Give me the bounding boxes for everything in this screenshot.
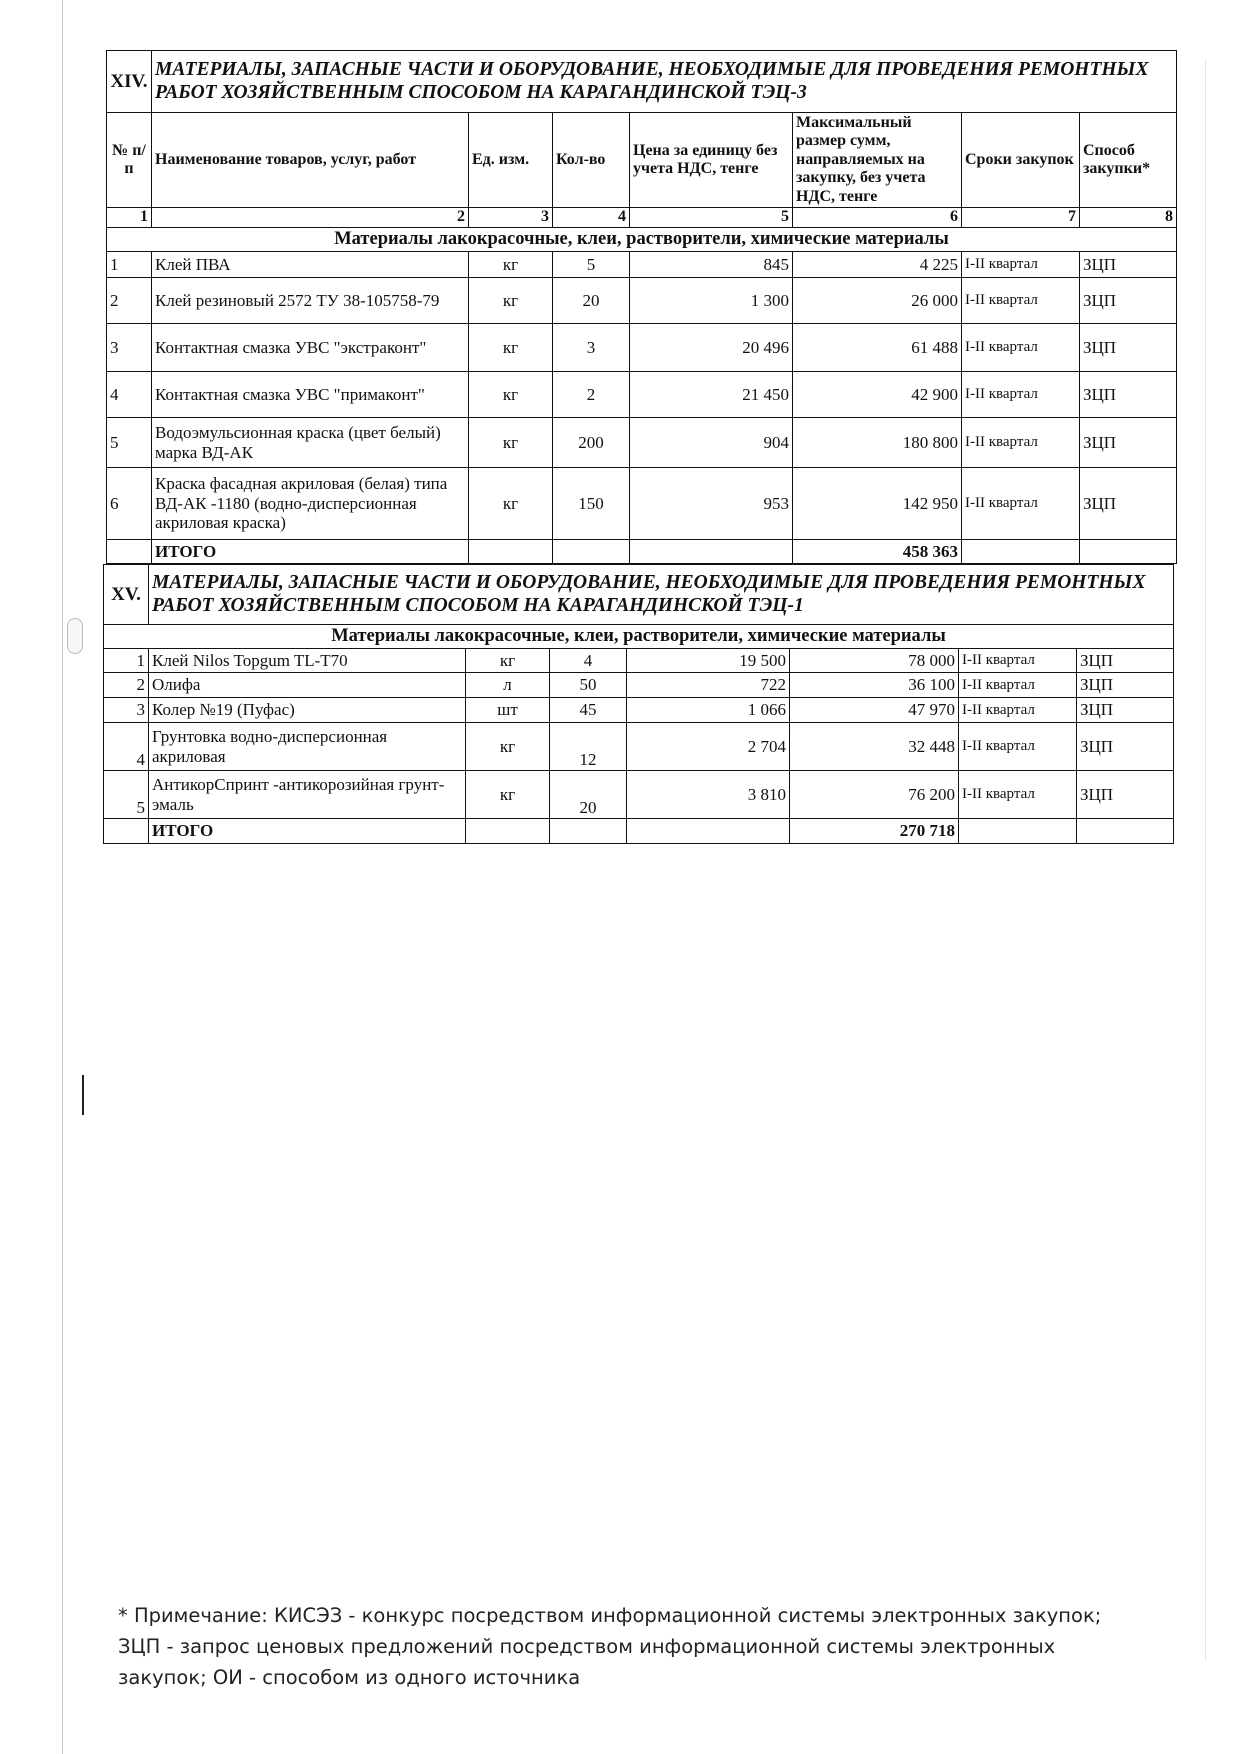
scan-edge-right: [1205, 60, 1206, 1660]
section-14-table: [106, 50, 1177, 564]
table-row: [107, 324, 1177, 372]
quantity: 3: [553, 324, 630, 372]
unit: кг: [469, 372, 553, 418]
table-row: [107, 252, 1177, 278]
row-number: 3: [104, 698, 149, 723]
unit-price: 845: [630, 252, 793, 278]
column-number: 4: [553, 207, 630, 227]
term: I-II квартал: [959, 649, 1077, 673]
header-cell: Сроки закупок: [962, 113, 1080, 208]
max-sum: 32 448: [790, 723, 959, 771]
unit-price: 1 300: [630, 278, 793, 324]
method: ЗЦП: [1077, 673, 1174, 698]
column-number: 7: [962, 207, 1080, 227]
method: ЗЦП: [1080, 278, 1177, 324]
header-cell: Цена за единицу без учета НДС, тенге: [630, 113, 793, 208]
column-number: 1: [107, 207, 152, 227]
row-number: 4: [104, 723, 149, 771]
row-number: 5: [104, 771, 149, 819]
max-sum: 76 200: [790, 771, 959, 819]
header-row: [107, 113, 1177, 208]
table-row: [107, 418, 1177, 468]
unit: кг: [469, 252, 553, 278]
item-name: Клей резиновый 2572 ТУ 38-105758-79: [152, 278, 469, 324]
total-sum: 270 718: [790, 819, 959, 844]
term: I-II квартал: [962, 324, 1080, 372]
term: I-II квартал: [962, 468, 1080, 540]
section-number: XIV.: [107, 51, 152, 113]
column-number: 6: [793, 207, 962, 227]
total-row: [104, 819, 1174, 844]
max-sum: 180 800: [793, 418, 962, 468]
method: ЗЦП: [1080, 468, 1177, 540]
table-row: [104, 771, 1174, 819]
quantity: 20: [553, 278, 630, 324]
unit-price: 953: [630, 468, 793, 540]
term: I-II квартал: [959, 723, 1077, 771]
margin-mark: [82, 1075, 84, 1115]
method: ЗЦП: [1077, 698, 1174, 723]
row-number: 1: [107, 252, 152, 278]
quantity: 150: [553, 468, 630, 540]
unit: кг: [469, 324, 553, 372]
max-sum: 26 000: [793, 278, 962, 324]
header-cell: Ед. изм.: [469, 113, 553, 208]
item-name: Контактная смазка УВС "экстраконт": [152, 324, 469, 372]
quantity: 50: [550, 673, 627, 698]
table-row: [104, 673, 1174, 698]
total-row: [107, 540, 1177, 564]
unit-price: 904: [630, 418, 793, 468]
row-number: 5: [107, 418, 152, 468]
table-row: [107, 278, 1177, 324]
total-sum: 458 363: [793, 540, 962, 564]
quantity: 200: [553, 418, 630, 468]
method: ЗЦП: [1080, 418, 1177, 468]
section-number: XV.: [104, 565, 149, 625]
row-number: 2: [107, 278, 152, 324]
quantity: 20: [550, 771, 627, 819]
subheader-row: [107, 227, 1177, 251]
max-sum: 36 100: [790, 673, 959, 698]
unit: кг: [469, 418, 553, 468]
header-cell: Максимальный размер сумм, направляемых на закупку, без учета НДС, тенге: [793, 113, 962, 208]
section-14-title-row: [107, 51, 1177, 113]
unit-price: 21 450: [630, 372, 793, 418]
max-sum: 61 488: [793, 324, 962, 372]
unit-price: 20 496: [630, 324, 793, 372]
quantity: 5: [553, 252, 630, 278]
method: ЗЦП: [1077, 723, 1174, 771]
punch-hole: [67, 618, 83, 654]
item-name: АнтикорСпринт -антикорозийная грунт-эмаль: [149, 771, 466, 819]
item-name: Контактная смазка УВС "примаконт": [152, 372, 469, 418]
max-sum: 47 970: [790, 698, 959, 723]
item-name: Водоэмульсионная краска (цвет белый) марка ВД-АК: [152, 418, 469, 468]
quantity: 4: [550, 649, 627, 673]
column-number: 8: [1080, 207, 1177, 227]
column-number: 5: [630, 207, 793, 227]
category-subheader: Материалы лакокрасочные, клеи, растворители, химические материалы: [104, 625, 1174, 649]
unit-price: 3 810: [627, 771, 790, 819]
section-title: МАТЕРИАЛЫ, ЗАПАСНЫЕ ЧАСТИ И ОБОРУДОВАНИЕ, НЕОБХОДИМЫЕ ДЛЯ ПРОВЕДЕНИЯ РЕМОНТНЫХ РАБОТ ХОЗЯЙСТВЕННЫМ СПОСОБОМ НА КАРАГАНДИНСКОЙ ТЭЦ-3: [152, 51, 1177, 113]
header-cell: Кол-во: [553, 113, 630, 208]
item-name: Колер №19 (Пуфас): [149, 698, 466, 723]
method: ЗЦП: [1080, 252, 1177, 278]
max-sum: 78 000: [790, 649, 959, 673]
term: I-II квартал: [959, 673, 1077, 698]
unit: кг: [466, 649, 550, 673]
method: ЗЦП: [1080, 324, 1177, 372]
method: ЗЦП: [1077, 771, 1174, 819]
total-label: ИТОГО: [152, 540, 469, 564]
method: ЗЦП: [1080, 372, 1177, 418]
term: I-II квартал: [962, 372, 1080, 418]
unit-price: 2 704: [627, 723, 790, 771]
row-number: 4: [107, 372, 152, 418]
unit-price: 19 500: [627, 649, 790, 673]
row-number: 6: [107, 468, 152, 540]
table-row: [107, 468, 1177, 540]
item-name: Олифа: [149, 673, 466, 698]
term: I-II квартал: [959, 698, 1077, 723]
table-row: [104, 723, 1174, 771]
header-cell: Наименование товаров, услуг, работ: [152, 113, 469, 208]
section-15-table: [103, 564, 1174, 844]
term: I-II квартал: [962, 278, 1080, 324]
row-number: 2: [104, 673, 149, 698]
unit: л: [466, 673, 550, 698]
footnote: * Примечание: КИСЭЗ - конкурс посредством информационной системы электронных закупок; ЗЦП - запрос ценовых предложений посредством информационной системы электронных закупок; ОИ - способом из одного источника: [118, 1604, 1102, 1690]
unit-price: 722: [627, 673, 790, 698]
total-label: ИТОГО: [149, 819, 466, 844]
term: I-II квартал: [962, 252, 1080, 278]
unit-price: 1 066: [627, 698, 790, 723]
quantity: 12: [550, 723, 627, 771]
header-cell: № п/п: [107, 113, 152, 208]
unit: шт: [466, 698, 550, 723]
table-row: [107, 372, 1177, 418]
table-row: [104, 698, 1174, 723]
table-row: [104, 649, 1174, 673]
row-number: 1: [104, 649, 149, 673]
unit: кг: [469, 468, 553, 540]
term: I-II квартал: [962, 418, 1080, 468]
section-title: МАТЕРИАЛЫ, ЗАПАСНЫЕ ЧАСТИ И ОБОРУДОВАНИЕ, НЕОБХОДИМЫЕ ДЛЯ ПРОВЕДЕНИЯ РЕМОНТНЫХ РАБОТ ХОЗЯЙСТВЕННЫМ СПОСОБОМ НА КАРАГАНДИНСКОЙ ТЭЦ-1: [149, 565, 1174, 625]
column-number-row: [107, 207, 1177, 227]
category-subheader: Материалы лакокрасочные, клеи, растворители, химические материалы: [107, 227, 1177, 251]
term: I-II квартал: [959, 771, 1077, 819]
quantity: 45: [550, 698, 627, 723]
max-sum: 4 225: [793, 252, 962, 278]
column-number: 3: [469, 207, 553, 227]
unit: кг: [466, 771, 550, 819]
max-sum: 142 950: [793, 468, 962, 540]
section-15-title-row: [104, 565, 1174, 625]
method: ЗЦП: [1077, 649, 1174, 673]
row-number: 3: [107, 324, 152, 372]
unit: кг: [466, 723, 550, 771]
subheader-row: [104, 625, 1174, 649]
item-name: Клей ПВА: [152, 252, 469, 278]
column-number: 2: [152, 207, 469, 227]
scan-edge: [62, 0, 63, 1754]
item-name: Краска фасадная акриловая (белая) типа ВД-АК -1180 (водно-дисперсионная акриловая краска): [152, 468, 469, 540]
quantity: 2: [553, 372, 630, 418]
max-sum: 42 900: [793, 372, 962, 418]
item-name: Клей Nilos Topgum TL-T70: [149, 649, 466, 673]
header-cell: Способ закупки*: [1080, 113, 1177, 208]
item-name: Грунтовка водно-дисперсионная акриловая: [149, 723, 466, 771]
unit: кг: [469, 278, 553, 324]
